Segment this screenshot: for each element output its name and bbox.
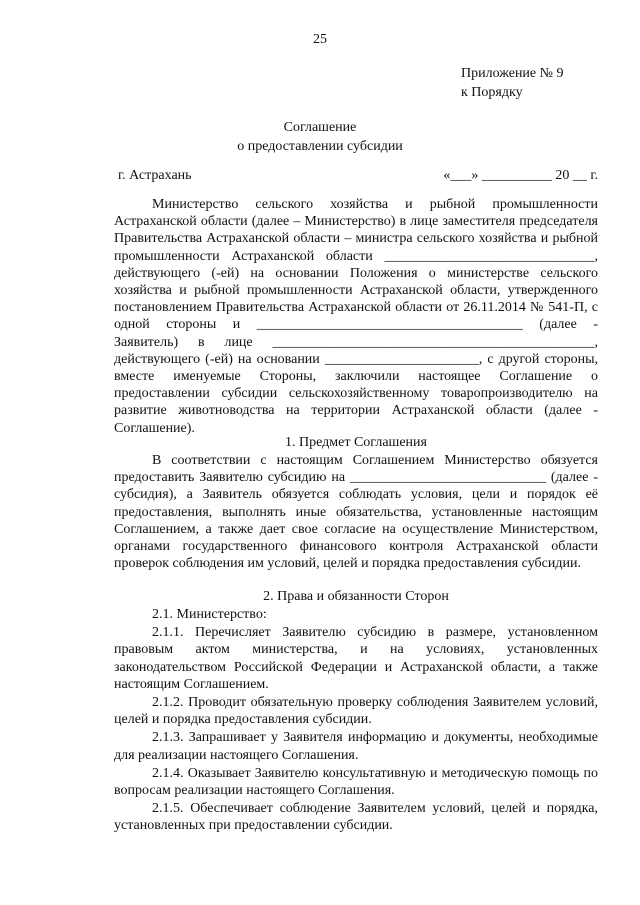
place-date-row: [118, 168, 598, 187]
city-label: г. Астрахань: [118, 168, 192, 183]
document-subtitle: о предоставлении субсидии: [237, 139, 403, 154]
appendix-line-1: Приложение № 9: [461, 66, 564, 81]
clause-2-1: 2.1. Министерство:: [152, 607, 267, 622]
date-blank: «___» __________ 20 __ г.: [443, 168, 598, 183]
clause-2-1-2: 2.1.2. Проводит обязательную проверку соблюдения Заявителем условий, целей и порядка предоставления субсидии.: [114, 695, 598, 728]
section-1-paragraph: В соответствии с настоящим Соглашением Министерство обязуется предоставить Заявителю субсидию на ____________________________ (далее - субсидия), а Заявитель обязуется соблюдать условия, цели и порядок её предоставления, выполнять иные обязательства, установленные настоящим Соглашением, а также дает свое согласие на осуществление Министерством, органами государственного финансового контроля Астраханской области проверок соблюдения им условий, целей и порядка предоставления субсидии.: [114, 453, 598, 572]
section-1-heading: 1. Предмет Соглашения: [285, 435, 427, 450]
clause-2-1-1: 2.1.1. Перечисляет Заявителю субсидию в размере, установленном правовым актом министерства, и на условиях, установленных законодательством Российской Федерации и Астраханской области, а также настоящим Соглашением.: [114, 625, 598, 692]
section-1-block: [114, 452, 598, 572]
intro-paragraph: Министерство сельского хозяйства и рыбной промышленности Астраханской области (далее – Министерство) в лице заместителя председателя Правительства Астраханской области – министра сельского хозяйства и рыбной промышленности Астраханской области ______________________________, действующего (-ей) на основании Положения о министерстве сельского хозяйства и рыбной промышленности Астраханской области, утвержденного постановлением Правительства Астраханской области от 26.11.2014 № 541-П, с одной стороны и ______________________________________ (далее - Заявитель) в лице ______________________________________________, действующего (-ей) на основании ______________________, с другой стороны, вместе именуемые Стороны, заключили настоящее Соглашение о предоставлении субсидии сельскохозяйственному товаропроизводителю на развитие животноводства на территории Астраханской области (далее - Соглашение).: [114, 197, 598, 436]
appendix-note: [461, 64, 564, 102]
section-2-block: [114, 606, 598, 835]
appendix-line-2: к Порядку: [461, 85, 523, 100]
section-2-heading: 2. Права и обязанности Сторон: [263, 589, 449, 604]
page-number: 25: [313, 32, 327, 47]
intro-block: [114, 196, 598, 437]
clause-2-1-3: 2.1.3. Запрашивает у Заявителя информацию и документы, необходимые для реализации настоящего Соглашения.: [114, 730, 598, 763]
clause-2-1-5: 2.1.5. Обеспечивает соблюдение Заявителем условий, целей и порядка, установленных при предоставлении субсидии.: [114, 801, 598, 834]
clause-2-1-4: 2.1.4. Оказывает Заявителю консультативную и методическую помощь по вопросам реализации настоящего Соглашения.: [114, 765, 598, 799]
document-title: Соглашение: [283, 120, 357, 135]
